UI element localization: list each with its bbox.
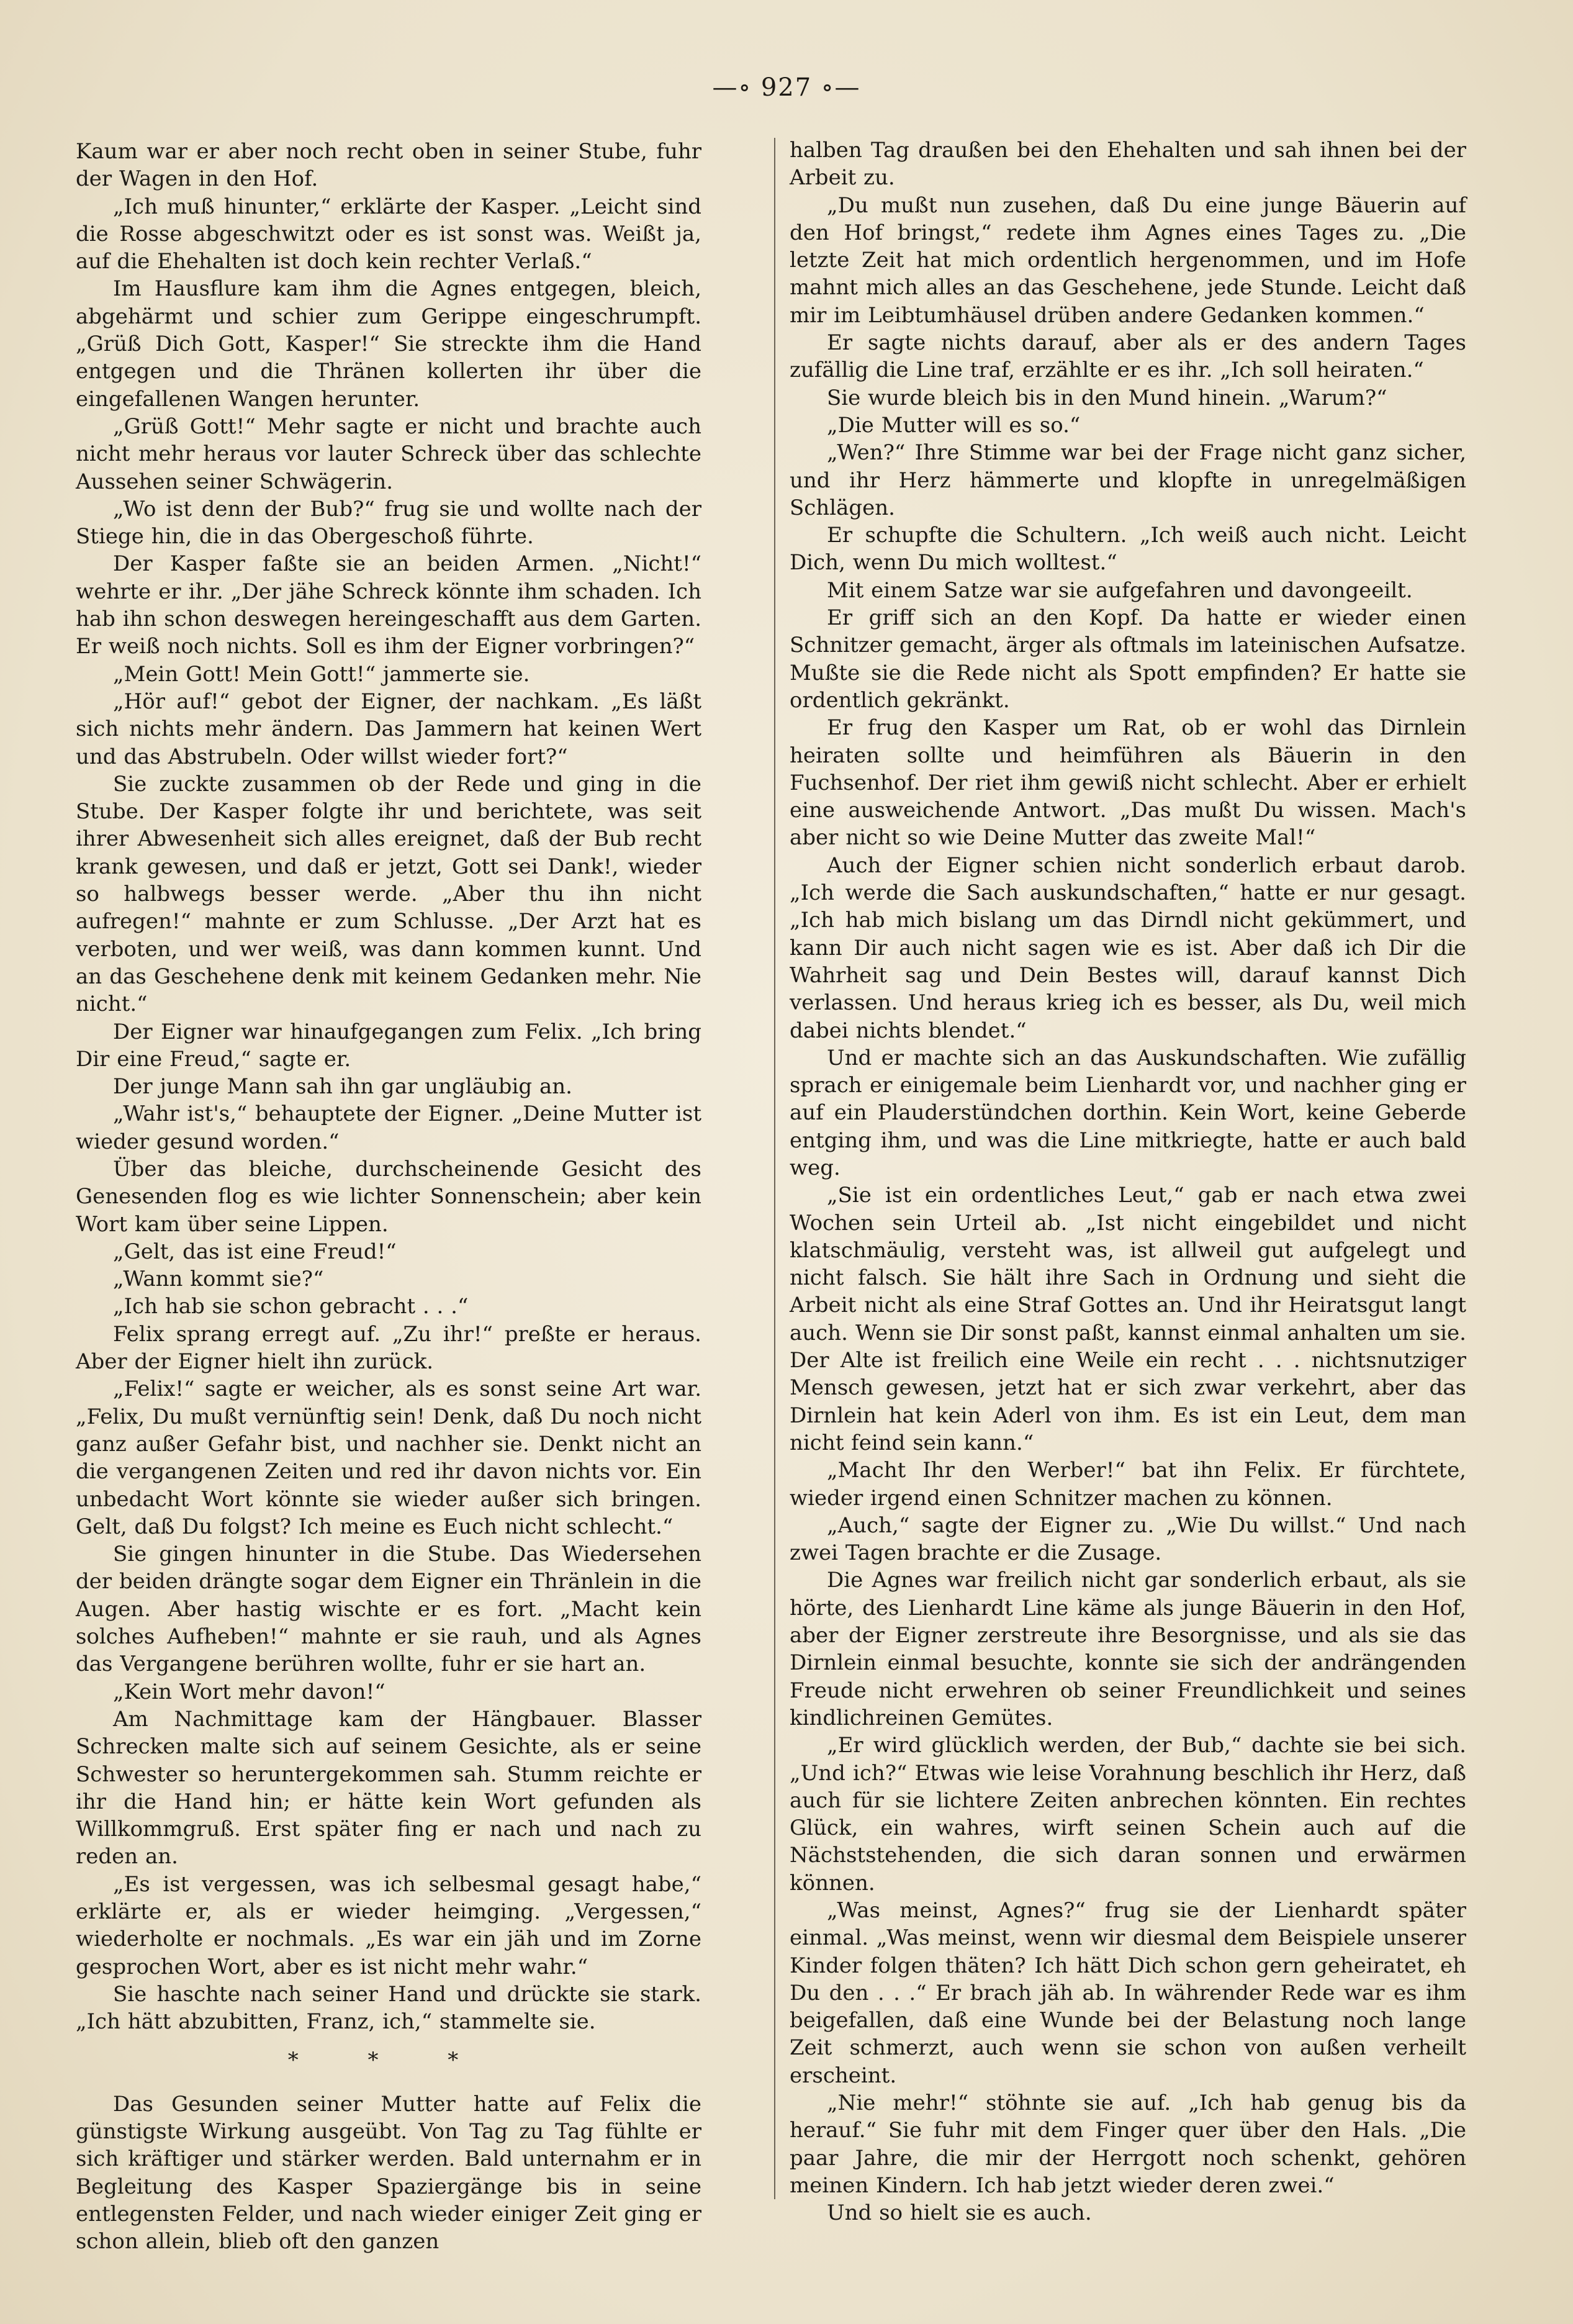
paragraph: Und so hielt sie es auch. [827,2200,1092,2226]
paragraph: „Grüß Gott!“ Mehr sagte er nicht und brachte auch nicht mehr heraus vor lauter Schreck über das schlechte Aussehen seiner Schwägerin. [76,414,701,494]
paragraph: Am Nachmittage kam der Hängbauer. Blasser Schrecken malte sich auf seinem Gesichte, als er seine Schwester so heruntergekommen sah. Stumm reichte er ihr die Hand hin; er hätte kein Wort gefunden als Willkommgruß. Erst später fing er nach und nach zu reden an. [76,1706,701,1870]
paragraph: „Mein Gott! Mein Gott!“ jammerte sie. [113,661,530,687]
paragraph: Sie gingen hinunter in die Stube. Das Wiedersehen der beiden drängte sogar dem Eigner ein Thränlein in die Augen. Aber hastig wischte er es fort. „Macht kein solches Aufheben!“ mahnte er sie rauh, und als Agnes das Vergangene berühren wollte, fuhr er sie hart an. [76,1542,701,1677]
left-column [76,138,701,2256]
paragraph: „Ich hab sie schon gebracht . . .“ [113,1294,469,1319]
paragraph: Mit einem Satze war sie aufgefahren und davongeeilt. [827,577,1413,603]
paragraph: „Wen?“ Ihre Stimme war bei der Frage nicht ganz sicher, und ihr Herz hämmerte und klopfte in unregelmäßigen Schlägen. [790,440,1466,520]
paragraph: Und er machte sich an das Auskundschaften. Wie zufällig sprach er einigemale beim Lienhardt vor, und nachher ging er auf ein Plauderstündchen dorthin. Kein Wort, keine Geberde entging ihm, und was die Line mitkriegte, hatte er auch bald weg. [790,1045,1466,1180]
page-number: —∘ 927 ∘— [712,73,861,102]
paragraph: „Kein Wort mehr davon!“ [113,1679,385,1704]
paragraph: „Hör auf!“ gebot der Eigner, der nachkam. „Es läßt sich nichts mehr ändern. Das Jammern hat keinen Wert und das Abstrubeln. Oder willst wieder fort?“ [76,689,701,769]
paragraph: Er frug den Kasper um Rat, ob er wohl das Dirnlein heiraten sollte und heimführen als Bäuerin in den Fuchsenhof. Der riet ihm gewiß nicht schlecht. Aber er erhielt eine ausweichende Antwort. „Das mußt Du wissen. Mach's aber nicht so wie Deine Mutter das zweite Mal!“ [790,715,1466,851]
paragraph: Sie wurde bleich bis in den Mund hinein. „Warum?“ [827,385,1387,410]
paragraph: „Nie mehr!“ stöhnte sie auf. „Ich hab genug bis da herauf.“ Sie fuhr mit dem Finger quer über den Hals. „Die paar Jahre, die mir der Herrgott noch schenkt, gehören meinen Kindern. Ich hab jetzt wieder deren zwei.“ [790,2091,1466,2198]
paragraph: Er sagte nichts darauf, aber als er des andern Tages zufällig die Line traf, erzählte er es ihr. „Ich soll heiraten.“ [790,330,1466,383]
paragraph: Der Eigner war hinaufgegangen zum Felix. „Ich bring Dir eine Freud,“ sagte er. [76,1019,701,1072]
paragraph: „Er wird glücklich werden, der Bub,“ dachte sie bei sich. „Und ich?“ Etwas wie leise Vorahnung beschlich ihr Herz, daß auch für sie lichtere Zeiten anbrechen könnten. Ein rechtes Glück, ein wahres, wirft seinen Schein auch auf die Nächststehenden, die sich daran sonnen und erwärmen können. [790,1733,1466,1896]
paragraph: Der Kasper faßte sie an beiden Armen. „Nicht!“ wehrte er ihr. „Der jähe Schreck könnte ihm schaden. Ich hab ihn schon deswegen hereingeschafft aus dem Garten. Er weiß noch nichts. Soll es ihm der Eigner vorbringen?“ [76,551,701,659]
paragraph: „Felix!“ sagte er weicher, als es sonst seine Art war. „Felix, Du mußt vernünftig sein! Denk, daß Du noch nicht ganz außer Gefahr bist, und nachher sie. Denkt nicht an die vergangenen Zeiten und red ihr davon nichts vor. Ein unbedacht Wort könnte sie wieder außer sich bringen. Gelt, daß Du folgst? Ich meine es Euch nicht schlecht.“ [76,1377,701,1539]
paragraph: Über das bleiche, durchscheinende Gesicht des Genesenden flog es wie lichter Sonnenschein; aber kein Wort kam über seine Lippen. [76,1156,701,1237]
paragraph: „Macht Ihr den Werber!“ bat ihn Felix. Er fürchtete, wieder irgend einen Schnitzer machen zu können. [790,1458,1466,1511]
paragraph: Felix sprang erregt auf. „Zu ihr!“ preßte er heraus. Aber der Eigner hielt ihn zurück. [76,1321,701,1375]
paragraph: „Es ist vergessen, was ich selbesmal gesagt habe,“ erklärte er, als er wieder heimging. „Vergessen,“ wiederholte er nochmals. „Es war ein jäh und im Zorne gesprochen Wort, aber es ist nicht mehr wahr.“ [76,1871,701,1979]
paragraph: „Wahr ist's,“ behauptete der Eigner. „Deine Mutter ist wieder gesund worden.“ [76,1101,701,1154]
column-divider [774,138,775,2199]
paragraph: Das Gesunden seiner Mutter hatte auf Felix die günstigste Wirkung ausgeübt. Von Tag zu Tag fühlte er sich kräftiger und stärker werden. Bald unternahm er in Begleitung des Kasper Spaziergänge bis in seine entlegensten Felder, und nach wieder einiger Zeit ging er schon allein, blieb oft den ganzen [76,2091,701,2254]
paragraph: „Die Mutter will es so.“ [827,412,1081,438]
paragraph: Im Hausflure kam ihm die Agnes entgegen, bleich, abgehärmt und schier zum Gerippe eingeschrumpft. „Grüß Dich Gott, Kasper!“ Sie streckte ihm die Hand entgegen und die Thränen kollerten ihr über die eingefallenen Wangen herunter. [76,276,701,412]
paragraph: Der junge Mann sah ihn gar ungläubig an. [113,1074,572,1100]
paragraph: halben Tag draußen bei den Ehehalten und sah ihnen bei der Arbeit zu. [790,138,1466,191]
section-separator: * * * [287,2048,490,2073]
paragraph: Sie zuckte zusammen ob der Rede und ging in die Stube. Der Kasper folgte ihr und berichtete, was seit ihrer Abwesenheit sich alles ereignet, daß der Bub recht krank gewesen, und daß er jetzt, Gott sei Dank!, wieder so halbwegs besser werde. „Aber thu ihn nicht aufregen!“ mahnte er zum Schlusse. „Der Arzt hat es verboten, und wer weiß, was dann kommen kunnt. Und an das Geschehene denk mit keinem Gedanken mehr. Nie nicht.“ [76,771,701,1017]
paragraph: „Wo ist denn der Bub?“ frug sie und wollte nach der Stiege hin, die in das Obergeschoß führte. [76,496,701,549]
paragraph: Er schupfte die Schultern. „Ich weiß auch nicht. Leicht Dich, wenn Du mich wolltest.“ [790,523,1466,576]
paragraph: Sie haschte nach seiner Hand und drückte sie stark. „Ich hätt abzubitten, Franz, ich,“ stammelte sie. [76,1981,701,2035]
paragraph: „Du mußt nun zusehen, daß Du eine junge Bäuerin auf den Hof bringst,“ redete ihm Agnes eines Tages zu. „Die letzte Zeit hat mich ordentlich hergenommen, und im Hofe mahnt mich alles an das Geschehene, jede Stunde. Leicht daß mir im Leibtumhäusel drüben andere Gedanken kommen.“ [790,192,1466,328]
paragraph: „Was meinst, Agnes?“ frug sie der Lienhardt später einmal. „Was meinst, wenn wir diesmal dem Beispiele unserer Kinder folgen thäten? Ich hätt Dich schon gern geheiratet, eh Du den . . .“ Er brach jäh ab. In währender Rede war es ihm beigefallen, daß eine Wunde bei der Belastung noch lange Zeit schmerzt, auch wenn sie schon von außen verheilt erscheint. [790,1898,1466,2088]
paragraph: „Gelt, das ist eine Freud!“ [113,1239,397,1264]
paragraph: Auch der Eigner schien nicht sonderlich erbaut darob. „Ich werde die Sach auskundschaften,“ hatte er nur gesagt. „Ich hab mich bislang um das Dirndl nicht gekümmert, und kann Dir auch nicht sagen wie es ist. Aber daß ich Dir die Wahrheit sag und Dein Bestes will, darauf kannst Dich verlassen. Und heraus krieg ich es besser, als Du, weil mich dabei nichts blendet.“ [790,852,1466,1043]
paragraph: Er griff sich an den Kopf. Da hatte er wieder einen Schnitzer gemacht, ärger als oftmals im lateinischen Aufsatze. Mußte sie die Rede nicht als Spott empfinden? Er hatte sie ordentlich gekränkt. [790,605,1466,713]
paragraph: „Sie ist ein ordentliches Leut,“ gab er nach etwa zwei Wochen sein Urteil ab. „Ist nicht eingebildet und nicht klatschmäulig, versteht was, ist allweil gut aufgelegt und nicht falsch. Sie hält ihre Sach in Ordnung und sieht die Arbeit nicht als eine Straf Gottes an. Und ihr Heiratsgut langt auch. Wenn sie Dir sonst paßt, kannst einmal anhalten um sie. Der Alte ist freilich eine Weile ein recht . . . nichtsnutziger Mensch gewesen, jetzt hat er sich zwar verkehrt, aber das Dirnlein hat kein Aderl von ihm. Es ist ein Leut, dem man nicht feind sein kann.“ [790,1183,1466,1455]
right-column [790,137,1466,2227]
paragraph: „Wann kommt sie?“ [113,1267,324,1292]
paragraph: Die Agnes war freilich nicht gar sonderlich erbaut, als sie hörte, des Lienhardt Line käme als junge Bäuerin in den Hof, aber der Eigner zerstreute ihre Besorgnisse, und als sie das Dirnlein einmal besuchte, konnte sie sich der andrängenden Freude nicht erwehren ob seiner Freundlichkeit und seines kindlichreinen Gemütes. [790,1568,1466,1730]
paragraph: „Auch,“ sagte der Eigner zu. „Wie Du willst.“ Und nach zwei Tagen brachte er die Zusage. [790,1512,1466,1566]
paragraph: „Ich muß hinunter,“ erklärte der Kasper. „Leicht sind die Rosse abgeschwitzt oder es ist sonst was. Weißt ja, auf die Ehehalten ist doch kein rechter Verlaß.“ [76,194,701,274]
paragraph: Kaum war er aber noch recht oben in seiner Stube, fuhr der Wagen in den Hof. [76,139,701,192]
